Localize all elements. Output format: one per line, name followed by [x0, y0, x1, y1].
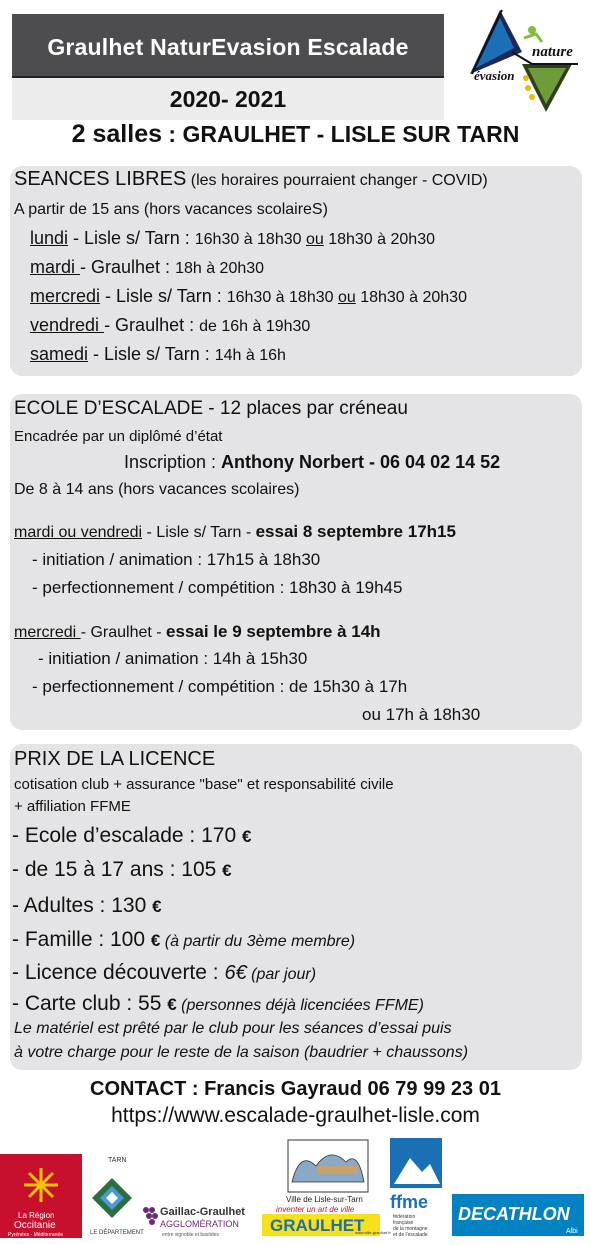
price-item [12, 992, 424, 1016]
venues-subtitle [0, 120, 591, 149]
libres-place: - Graulhet : [80, 257, 176, 277]
prix-desc-1: cotisation club + assurance "base" et responsabilité civile [14, 776, 394, 793]
price-item [12, 894, 162, 918]
price-item [12, 961, 316, 985]
venues-count: 2 salles [71, 120, 162, 148]
prix-licence-panel [10, 744, 582, 1070]
price-note: (personnes déjà licenciées FFME) [176, 997, 424, 1014]
group2-perfectionnement: - perfectionnement / compétition : de 15h30 à 17h [32, 677, 408, 696]
price-label: - Adultes : 130 [12, 894, 153, 917]
gaillac-tagline: entre vignoble et bastides [162, 1232, 219, 1238]
libres-place: - Lisle s/ Tarn : [68, 228, 195, 248]
prix-desc-2: + affiliation FFME [14, 798, 131, 815]
prix-footer-2: à votre charge pour le reste de la saison (baudrier + chaussons) [14, 1044, 469, 1061]
club-title: Graulhet NaturEvasion Escalade [47, 34, 409, 60]
libres-day: samedi [30, 344, 89, 364]
price-currency: € [152, 897, 162, 916]
price-currency: 6€ [224, 962, 247, 984]
ecole-encadree: Encadrée par un diplômé d’état [14, 428, 223, 445]
libres-time: 18h à 20h30 [175, 260, 265, 277]
libres-or: ou [337, 289, 356, 306]
covid-note: (les horaires pourraient changer - COVID) [186, 172, 488, 189]
ffme-sub-1: fédération [393, 1214, 416, 1220]
tarn-departement-label: LE DÉPARTEMENT [90, 1230, 144, 1236]
libres-row [30, 228, 435, 249]
group2-day: mercredi [14, 624, 81, 641]
ffme-sub-3: de la montagne [393, 1226, 428, 1232]
ecole-inscription [124, 452, 500, 473]
price-currency: € [222, 861, 232, 880]
ecole-group-2 [14, 622, 381, 642]
group2-place: - Graulhet - [80, 624, 167, 641]
group1-perfectionnement: - perfectionnement / compétition : 18h30 à 19h45 [32, 578, 403, 597]
price-item [12, 858, 232, 882]
decathlon-wordmark: DECATHLON [458, 1204, 570, 1224]
region-label-2: Occitanie [14, 1220, 56, 1231]
gaillac-agglo-label: AGGLOMÉRATION [160, 1219, 239, 1229]
libres-day: vendredi [30, 315, 105, 335]
lisle-label: Ville de Lisle-sur-Tarn [286, 1195, 363, 1204]
ecole-places: 12 places par créneau [219, 398, 408, 419]
libres-row [30, 257, 264, 278]
libres-row [30, 344, 286, 365]
libres-time: 14h à 16h [214, 347, 286, 364]
contact-line: CONTACT : Francis Gayraud 06 79 99 23 01 [90, 1078, 501, 1100]
ecole-escalade-panel [10, 394, 582, 730]
region-label-1: La Région [18, 1211, 55, 1220]
ecole-heading [14, 398, 408, 420]
venues-names: : GRAULHET - LISLE SUR TARN [162, 121, 520, 147]
libres-place: - Lisle s/ Tarn : [100, 286, 227, 306]
group1-essai: essai 8 septembre 17h15 [255, 522, 456, 541]
ville-graulhet-logo [262, 1205, 391, 1236]
ffme-sub-4: et de l'escalade [393, 1232, 428, 1238]
tarn-departement-logo [90, 1157, 144, 1236]
logo-word-nature: nature [532, 44, 573, 60]
inscription-label: Inscription : [124, 452, 222, 472]
nature-evasion-logo [462, 4, 584, 116]
ffme-logo [390, 1138, 442, 1238]
libres-day: mardi [30, 257, 81, 277]
website-link[interactable]: https://www.escalade-graulhet-lisle.com [111, 1104, 480, 1127]
seances-libres-panel [10, 166, 582, 376]
price-note: (par jour) [246, 966, 317, 983]
gaillac-label: Gaillac-Graulhet [160, 1206, 245, 1218]
price-label: - Ecole d’escalade : 170 [12, 824, 242, 847]
season-label: 2020- 2021 [169, 86, 287, 112]
libres-time: 16h30 à 18h30 [194, 231, 306, 248]
libres-row [30, 286, 467, 307]
libres-place: - Graulhet : [104, 315, 200, 335]
group1-day: mardi ou vendredi [14, 524, 143, 541]
seances-libres-heading [14, 168, 488, 191]
ecole-age: De 8 à 14 ans (hors vacances scolaires) [14, 481, 300, 498]
libres-row [30, 315, 310, 336]
ffme-sub-2: française [393, 1220, 414, 1226]
gaillac-graulhet-logo [143, 1206, 245, 1238]
group1-initiation: - initiation / animation : 17h15 à 18h30 [32, 550, 321, 569]
price-label: - de 15 à 17 ans : 105 [12, 858, 223, 881]
inscription-contact: Anthony Norbert - 06 04 02 14 52 [221, 452, 501, 472]
group2-essai: essai le 9 septembre à 14h [166, 622, 381, 641]
decathlon-store: Albi [566, 1228, 578, 1235]
seances-libres-title: SEANCES LIBRES [14, 168, 187, 190]
group1-place: - Lisle s/ Tarn - [142, 524, 256, 541]
libres-time-alt: 18h30 à 20h30 [355, 289, 467, 306]
libres-day: mercredi [30, 286, 101, 306]
decathlon-logo [452, 1194, 584, 1236]
graulhet-tagline: inventer un art de ville [276, 1205, 355, 1214]
price-currency: € [167, 995, 177, 1014]
ecole-group-1 [14, 522, 456, 542]
ffme-wordmark: ffme [390, 1192, 429, 1212]
price-currency: € [150, 931, 161, 950]
graulhet-wordmark: GRAULHET [270, 1216, 365, 1235]
graulhet-url: www.ville-graulhet.fr [355, 1230, 391, 1235]
region-occitanie-logo [0, 1154, 82, 1238]
libres-place: - Lisle s/ Tarn : [88, 344, 215, 364]
libres-day: lundi [30, 228, 69, 248]
prix-footer-1: Le matériel est prêté par le club pour les séances d’essai puis [14, 1020, 452, 1037]
region-label-3: Pyrénées · Méditerranée [8, 1232, 64, 1238]
header-banner [12, 14, 444, 112]
prix-title: PRIX DE LA LICENCE [14, 748, 216, 770]
sponsor-logos [0, 1136, 591, 1240]
group2-initiation: - initiation / animation : 14h à 15h30 [38, 649, 308, 668]
libres-or: ou [305, 231, 324, 248]
price-label: - Carte club : 55 [12, 992, 168, 1015]
libres-age: A partir de 15 ans (hors vacances scolaireS) [14, 201, 328, 218]
price-label: - Famille : 100 [12, 928, 151, 951]
libres-time: de 16h à 19h30 [199, 318, 311, 335]
price-item [12, 824, 251, 848]
lisle-sur-tarn-logo [286, 1140, 368, 1204]
tarn-label: TARN [108, 1157, 127, 1164]
logo-word-evasion: évasion [474, 68, 515, 83]
price-currency: € [241, 827, 252, 846]
libres-time-alt: 18h30 à 20h30 [323, 231, 435, 248]
price-label: - Licence découverte : [12, 961, 225, 984]
price-item [12, 928, 355, 952]
ecole-title: ECOLE D’ESCALADE - [14, 398, 220, 419]
libres-time: 16h30 à 18h30 [226, 289, 338, 306]
price-note: (à partir du 3ème membre) [160, 933, 356, 950]
group2-alternative: ou 17h à 18h30 [362, 705, 481, 724]
